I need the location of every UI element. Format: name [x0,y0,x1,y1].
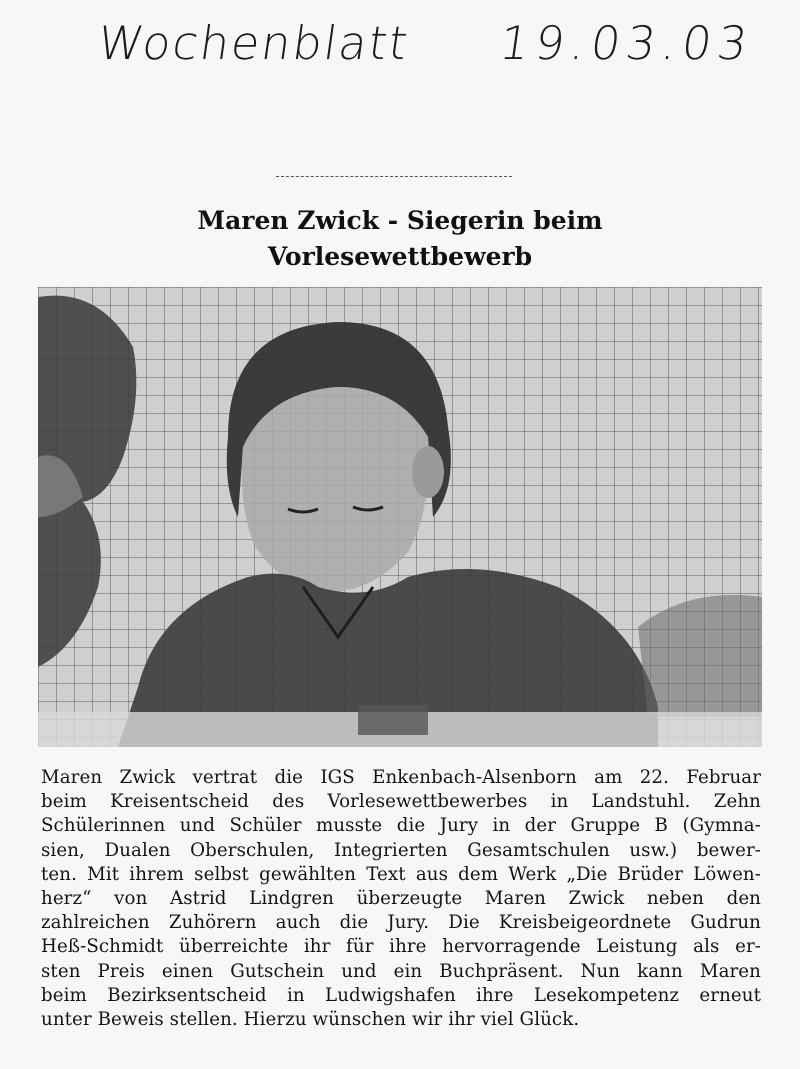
body-line: unter Beweis stellen. Hierzu wünschen wir ihr viel Glück. [41,1009,580,1031]
girl-ear-shape [412,446,444,498]
body-line: herz“ von Astrid Lindgren überzeugte Maren Zwick neben den [41,888,761,910]
headline-line-2: Vorlesewettbewerb [267,242,533,271]
body-line: beim Bezirksentscheid in Ludwigshafen ihre Lesekompetenz erneut [41,984,761,1006]
article-body [41,766,761,1032]
body-line: ten. Mit ihrem selbst gewählten Text aus dem Werk „Die Brüder Löwen- [41,863,761,885]
article-headline [40,203,760,275]
body-line: Schülerinnen und Schüler musste die Jury in der Gruppe B (Gymna- [41,815,761,837]
body-line: zahlreichen Zuhörern auch die Jury. Die Kreisbeigeordnete Gudrun [41,912,761,934]
background-shadow-shape [638,595,762,717]
body-line: sien, Dualen Oberschulen, Integrierten Gesamtschulen usw.) bewer- [41,839,761,861]
photo-illustration [38,287,762,747]
handwritten-source-note: Wochenblatt [94,16,413,70]
handwritten-date-note: 19.03.03 [496,16,757,70]
body-line: Heß-Schmidt überreichte ihr für ihre hervorragende Leistung als er- [41,936,761,958]
body-line: sten Preis einen Gutschein und ein Buchpräsent. Nun kann Maren [41,960,761,982]
dashed-rule-divider [276,176,512,177]
girl-face-shape [242,387,429,592]
book-clip-shape [358,705,428,735]
body-line: beim Kreisentscheid des Vorlesewettbewerbes in Landstuhl. Zehn [41,791,761,813]
headline-line-1: Maren Zwick - Siegerin beim [197,206,603,235]
article-photo [38,287,762,747]
body-line: Maren Zwick vertrat die IGS Enkenbach-Alsenborn am 22. Februar [41,767,761,788]
